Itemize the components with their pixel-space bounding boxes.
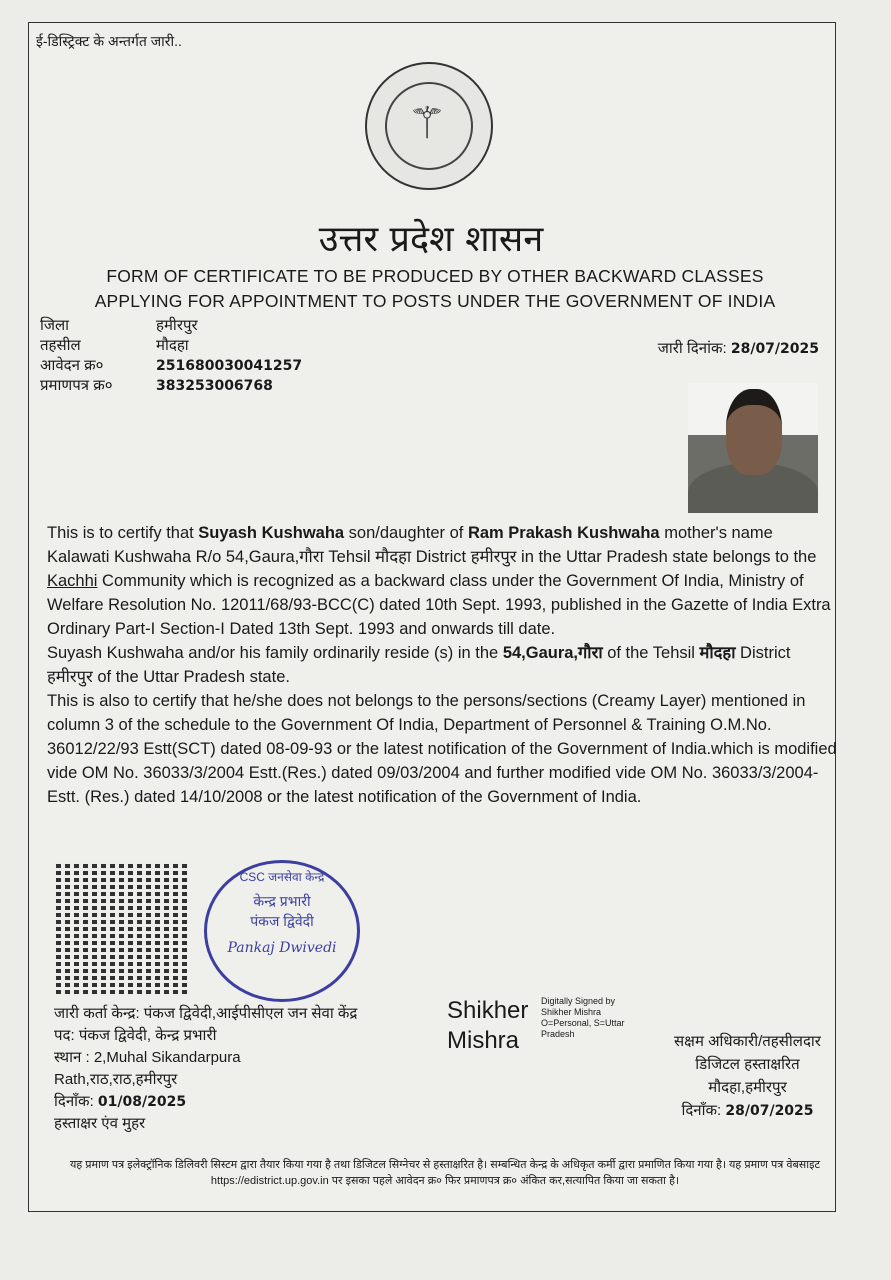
stamp-line: केन्द्र प्रभारी: [253, 893, 311, 909]
text: R/o 54,Gaura,गौरा Tehsil मौदहा District हमीरपुर in the Uttar Pradesh state belongs to the: [191, 548, 817, 566]
mother-name: Kalawati Kushwaha: [47, 548, 192, 566]
issuer-place: Rath,राठ,राठ,हमीरपुर: [54, 1071, 178, 1088]
footer-note: यह प्रमाण पत्र इलेक्ट्रॉनिक डिलिवरी सिस्टम द्वारा तैयार किया गया है तथा डिजिटल सिग्नेचर से हस्ताक्षरित है। सम्बन्धित केन्द्र के अधिकृत कर्मी द्वारा प्रमाणित किया गया है। यह प्रमाण पत्र वेबसाइट https://edistrict.up.gov.in पर इसका पहले आवेदन क्र० फिर प्रमाणपत्र क्र० अंकित कर,सत्यापित किया जा सकता है।: [69, 1159, 821, 1187]
issuer-date: 01/08/2025: [97, 1094, 187, 1110]
tehsil-value: मौदहा: [156, 337, 189, 354]
issue-date-label: जारी दिनांक:: [657, 340, 727, 357]
text: mother's name: [659, 524, 773, 542]
top-note: ई-डिस्ट्रिक्ट के अन्तर्गत जारी..: [36, 33, 182, 49]
issue-date: [658, 338, 819, 358]
applicant-photo: [688, 383, 818, 513]
district-label: जिला: [40, 317, 70, 334]
father-name: Ram Prakash Kushwaha: [467, 524, 660, 542]
issuer-post: पद: पंकज द्विवेदी, केन्द्र प्रभारी: [54, 1027, 217, 1044]
application-number: 251680030041257: [156, 358, 303, 374]
certificate-number: 383253006768: [156, 378, 273, 394]
qr-code: [56, 862, 188, 994]
applicant-name: Suyash Kushwaha: [47, 644, 184, 662]
tehsil-label: तहसील: [40, 337, 81, 354]
signature-details: Digitally Signed by Shikher Mishra O=Personal, S=Uttar Pradesh: [541, 996, 625, 1039]
stamp-line: पंकज द्विवेदी: [250, 913, 314, 929]
authority-signed: डिजिटल हस्ताक्षरित: [695, 1056, 800, 1073]
issue-date-value: 28/07/2025: [730, 341, 819, 357]
authority-title: सक्षम अधिकारी/तहसीलदार: [674, 1033, 821, 1050]
form-title-line: APPLYING FOR APPOINTMENT TO POSTS UNDER THE GOVERNMENT OF INDIA: [94, 291, 776, 311]
certificate-body: [47, 521, 837, 809]
signer-last-name: Mishra: [447, 1027, 520, 1054]
text: son/daughter of: [344, 524, 468, 542]
handwritten-signature: Pankaj Dwivedi: [227, 940, 337, 956]
district-value: हमीरपुर: [156, 317, 198, 334]
signer-first-name: Shikher: [447, 997, 529, 1024]
issuing-center: [54, 1003, 357, 1135]
issuer-center: जारी कर्ता केन्द्र: पंकज द्विवेदी,आईपीसीएल जन सेवा केंद्र: [54, 1005, 358, 1022]
community: Kachhi: [47, 572, 98, 590]
text: and/or his family ordinarily reside (s) in the: [183, 644, 503, 662]
issuer-place: स्थान : 2,Muhal Sikandarpura: [54, 1049, 241, 1066]
form-title: [50, 264, 820, 314]
authority-place: मौदहा,हमीरपुर: [708, 1079, 787, 1096]
authority-date: 28/07/2025: [725, 1103, 814, 1119]
certificate-label: प्रमाणपत्र क्र०: [40, 377, 113, 394]
authority-date-label: दिनाँक:: [681, 1102, 722, 1119]
tehsil: मौदहा: [699, 644, 736, 662]
form-title-line: FORM OF CERTIFICATE TO BE PRODUCED BY OTHER BACKWARD CLASSES: [106, 266, 764, 286]
sign-label: हस्ताक्षर एंव मुहर: [54, 1115, 146, 1132]
digital-signature: [447, 996, 625, 1056]
text: of the Tehsil: [602, 644, 700, 662]
up-government-emblem: ⚚: [365, 62, 493, 190]
issuer-date-label: दिनाँक:: [54, 1093, 94, 1110]
government-heading: उत्तर प्रदेश शासन: [318, 219, 544, 260]
residence: 54,Gaura,गौरा: [502, 644, 603, 662]
applicant-name: Suyash Kushwaha: [198, 524, 345, 542]
application-label: आवेदन क्र०: [40, 357, 104, 374]
paragraph-3: This is also to certify that he/she does not belongs to the persons/sections (Creamy Layer) mentioned in column 3 of the schedule to the Government Of India, Department of Personnel & Training O.M.No. 36012/22/93 Estt(SCT) dated 08-09-93 or the latest notification of the Government of India.which is modified vide OM No. 36033/3/2004 Estt.(Res.) dated 09/03/2004 and further modified vide OM No. 36033/3/2004-Estt. (Res.) dated 14/10/2008 or the latest notification of the Government of India.: [47, 692, 837, 806]
paragraph-1: [47, 521, 837, 641]
text: Community which is recognized as a backward class under the Government Of India, Ministry of Welfare Resolution No. 12011/68/93-BCC(C) dated 10th Sept. 1993, published in the Gazette of India Extra Ordinary Part-I Section-I Dated 13th Sept. 1993 and onwards till date.: [47, 572, 831, 638]
csc-stamp: [204, 860, 360, 1002]
certificate-meta: [40, 316, 302, 396]
stamp-ring-text: CSC जनसेवा केन्द्र: [239, 870, 325, 884]
paragraph-2: [47, 641, 837, 689]
competent-authority: [640, 1030, 855, 1123]
text: District हमीरपुर of the Uttar Pradesh state.: [47, 644, 791, 686]
text: This is to certify that: [47, 524, 199, 542]
